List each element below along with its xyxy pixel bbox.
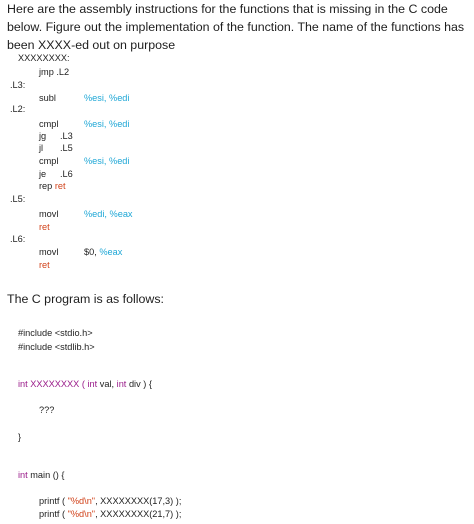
asm-arg: %esi, %edi [84,119,130,129]
asm-arg: .L5 [60,143,73,153]
asm-label-l5: .L5: [10,194,26,204]
printf-line: printf ( "%d\n", XXXXXXXX(17,3) ); [39,496,182,506]
asm-arg: %edi, %eax [84,209,133,219]
asm-op: movl [39,247,59,257]
main-signature: int main () { [18,470,65,480]
printf-line: printf ( "%d\n", XXXXXXXX(21,7) ); [39,509,182,519]
asm-arg: %esi, %edi [84,156,130,166]
asm-op: jg [39,131,47,141]
asm-label-l2: .L2: [10,104,26,114]
asm-function-label: XXXXXXXX: [18,53,70,63]
asm-op: cmpl [39,156,59,166]
asm-line: rep ret [39,181,66,191]
closing-brace: } [18,432,22,442]
asm-op: cmpl [39,119,59,129]
function-signature: int XXXXXXXX ( int val, int div ) { [18,379,152,389]
asm-arg: %esi, %edi [84,93,130,103]
asm-line: jmp .L2 [39,67,70,77]
asm-op: subl [39,93,56,103]
asm-arg: .L6 [60,169,73,179]
c-program-heading: The C program is as follows: [7,292,165,306]
asm-op: ret [39,222,50,232]
asm-arg: $0, %eax [84,247,123,257]
asm-op: ret [39,260,50,270]
function-body: ??? [39,405,55,415]
asm-label-l3: .L3: [10,80,26,90]
asm-op: je [39,169,47,179]
asm-label-l6: .L6: [10,234,26,244]
intro-paragraph: Here are the assembly instructions for the functions that is missing in the C code below. Figure out the implementation of the function. The name of the functions has been XXXX-ed out on purpose [7,2,465,52]
asm-op: movl [39,209,59,219]
include-line: #include <stdlib.h> [18,342,95,352]
asm-op: jl [39,143,44,153]
include-line: #include <stdio.h> [18,328,93,338]
asm-arg: .L3 [60,131,73,141]
